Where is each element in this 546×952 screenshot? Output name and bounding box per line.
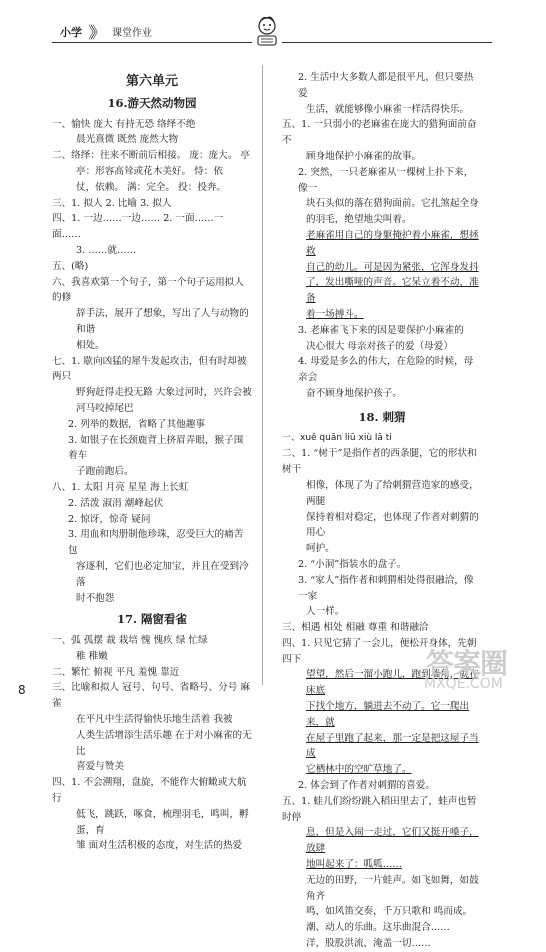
answer-line: 决心很大 母亲对孩子的爱（母爱） — [306, 340, 453, 352]
answer-line: 生活，就能够像小麻雀一样活得快乐。 — [306, 103, 470, 115]
chevron-icon: 》》 — [88, 23, 101, 42]
answer-line: 低飞，跳跃，啄食，梳理羽毛，鸣叫，孵蛋，育 — [76, 808, 249, 836]
answer-line: 稚 稚嫩 — [76, 650, 108, 662]
right-column — [282, 70, 482, 952]
answer-line: 七、1. 歇向凶猛的犀牛发起攻击，但有时却被两只 — [52, 355, 247, 383]
answer-line: 2. 活泼 淑涓 潮峰起伏 — [68, 497, 164, 509]
answer-line: 辞手法，展开了想象，写出了人与动物的和谐 — [76, 308, 249, 335]
answer-line: 3. “家人”指作者和刺猬相处得很融洽，像一家 — [298, 574, 474, 602]
answer-line: 3. ……就…… — [76, 244, 137, 256]
answer-line: 仗，依赖。 满：完全。 投：投奔。 — [76, 181, 227, 193]
answer-line: 洋，股股洪流，淹盖一切…… — [306, 938, 431, 950]
answer-line: 呵护。 — [306, 543, 335, 555]
answer-line: 河马咬掉尾巴 — [76, 402, 134, 414]
unit-title: 第六单元 — [125, 74, 178, 89]
answer-line: 了，发出嘶哑的声音。它呆立着不动，准备 — [306, 277, 479, 305]
answer-line: 2. 列举的数据，省略了其他趣事 — [68, 418, 205, 430]
answer-line: 雏 面对生活积极的态度，对生活的热爱 — [76, 840, 243, 852]
page-header — [52, 15, 492, 55]
answer-line: 潮、动人的乐曲。这乐曲混合…… — [306, 922, 450, 934]
answer-line: 下找个地方，躺进去不动了。它一爬出来，就 — [306, 701, 470, 728]
header-school-label: 小学 — [60, 26, 82, 39]
answer-line: 人类生活增添生活乐趣 在于对小麻雀的无比 — [76, 729, 252, 757]
answer-line: 三、相遇 相处 相融 尊重 和谐融洽 — [282, 622, 429, 634]
answer-line: 它栖林中的空旷草地了。 — [306, 764, 412, 776]
answer-line: 三、1. 拟人 2. 比喻 3. 拟人 — [52, 197, 172, 209]
answer-line: 容逐利，它们也必定加宝，并且在受到冷落 — [76, 560, 249, 588]
answer-line: 息，但是入闹一走过，它们又挺开嗓子，放肆 — [306, 827, 479, 855]
answer-line: 五、1. 蛙儿们纷纷跳入稻田里去了，蛙声也暂时停 — [282, 795, 477, 823]
answer-line: 2. 体会到了作者对刺猬的喜爱。 — [298, 780, 435, 792]
answer-line: 四、1. 一边……一边…… 2. 一面……一面…… — [52, 213, 224, 241]
watermark-logo: 答案圈 — [426, 647, 508, 680]
answer-line: 二、繁忙 俯视 平凡 羞愧 靠近 — [52, 666, 180, 678]
answer-line: 相像，体现了为了给刺猬营造家的感受，两腿 — [306, 479, 479, 507]
answer-line: 二、络绎：往来不断前后相接。 庞：庞大。 亭 — [52, 150, 250, 162]
answer-line: 亭：形容高耸或花木美好。 恃：依 — [76, 165, 223, 177]
lesson-16-title: 16.游天然动物园 — [107, 95, 197, 110]
answer-line: 4. 母爱是多么的伟大，在危险的时候，母亲会 — [298, 356, 474, 384]
answer-line: 3. 用血和肉册制他珍珠，忍受巨大的痛苦包 — [68, 529, 244, 557]
answer-line: 自己的幼儿。可是因为紧张，它浑身发抖 — [306, 261, 479, 273]
header-title: 课堂作业 — [112, 28, 152, 39]
pinyin-answer: 一、xuě quān liū xiù lā ti — [282, 432, 392, 443]
answer-line: 3. 如银子在长颈鹿背上挤眉弄眼，猴子围着车 — [68, 434, 244, 462]
answer-line: 的羽毛，绝望地尖叫着。 — [306, 214, 412, 226]
page-number: 8 — [18, 683, 26, 697]
answer-line: 二、1. “树干”是指作者的西条腿，它的形状和树干 — [282, 448, 477, 476]
answer-line: 鸣，如风笛交奏，千万只歌和 鸣而成。 — [306, 906, 473, 918]
answer-line: 四、1. 只见它猜了一会儿，便松开身体，先朝四下 — [282, 637, 477, 665]
answer-line: 三、比喻和拟人 冠号、句号、省略号、分号 麻雀 — [52, 682, 250, 710]
answer-line: 无边的田野，一片蛙声。如飞如舞，如鼓角齐 — [306, 874, 479, 902]
answer-line: 望望，然后一溜小跑儿，跑到墙角，就在床底 — [306, 669, 479, 697]
answer-line: 六、我喜欢第一个句子，第一个句子运用拟人的修 — [52, 276, 244, 304]
answer-line: 喜爱与赞美 — [76, 761, 124, 773]
answer-line: 地叫起来了：呱呱…… — [306, 859, 402, 871]
lesson-17-title: 17. 隔窗看雀 — [116, 612, 187, 627]
answer-line: 老麻雀用自己的身躯掩护着小麻雀，想拯救 — [306, 229, 479, 257]
answer-line: 五、1. 一只弱小的老麻雀在庞大的猎狗面前奋不 — [282, 119, 477, 147]
answer-line: 奋不顾身地保护孩子。 — [306, 387, 402, 399]
answer-line: 3. 老麻雀飞下来的因是要保护小麻雀的 — [298, 324, 464, 336]
answer-line: 八、1. 太阳 月亮 星星 海上长虹 — [52, 481, 189, 493]
answer-line: 四、1. 不会溯翔，盘旋，不能作大俯瞰或大航行 — [52, 777, 247, 805]
answer-line: 在平凡中生活得愉快乐地生活着 我被 — [76, 714, 233, 726]
answer-line: 子跑前跑后。 — [76, 466, 134, 478]
answer-line: 一、愉快 庞大 有持无恐 络绎不绝 — [52, 118, 196, 130]
mascot-logo-icon — [252, 15, 282, 49]
column-divider — [262, 65, 263, 685]
answer-line: 2. 突然，一只老麻雀从一棵树上扑下来，像一 — [298, 166, 474, 194]
answer-line: 着一场搏斗。 — [306, 308, 364, 320]
answer-line: 2. 惊讶，惊奇 疑问 — [68, 513, 151, 525]
left-column — [52, 62, 252, 854]
answer-line: 晨光熹微 既然 庞然大物 — [76, 134, 179, 146]
answer-line: 五、(略) — [52, 260, 89, 272]
answer-line: 一、弧 孤摆 裁 栽培 愧 愧疚 绿 忙绿 — [52, 635, 208, 647]
answer-line: 保持着相对稳定，也体现了作者对刺猬的用心 — [306, 511, 479, 539]
answer-line: 时不抱怨 — [76, 592, 115, 604]
answer-line: 在屋子里跑了起来，那一定是把这屋子当成 — [306, 732, 479, 760]
answer-line: 顾身地保护小麻雀的故事。 — [306, 150, 422, 162]
answer-line: 2. 生活中大多数人都是很平凡，但只要热爱 — [298, 72, 474, 99]
answer-line: 2. “小洞”指装水的盘子。 — [298, 558, 407, 570]
answer-line: 块石头似的落在猎狗面前。它扎煞起全身 — [306, 198, 479, 210]
answer-line: 野狗赶得走投无路 大象过河时，兴许会被 — [76, 387, 252, 399]
watermark-url: MXQE.COM — [424, 676, 503, 692]
lesson-18-title: 18. 刺猬 — [358, 409, 406, 424]
answer-line: 人一样。 — [306, 606, 345, 618]
answer-line: 相处。 — [76, 339, 105, 351]
